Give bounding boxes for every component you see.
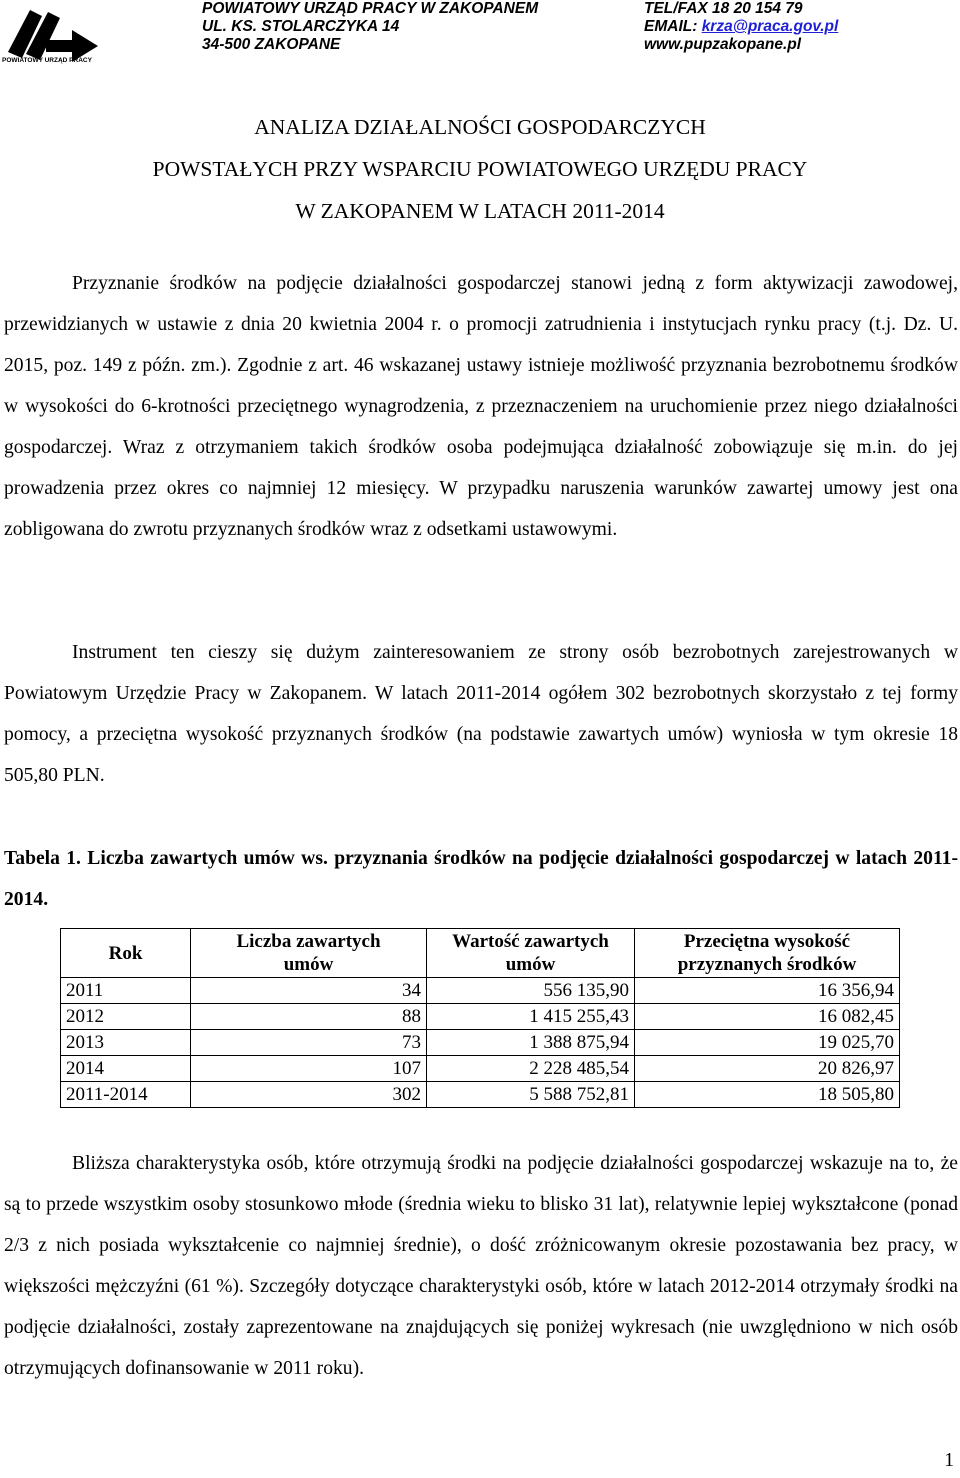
email-label: EMAIL: (644, 18, 702, 35)
cell-average: 16 082,45 (635, 1004, 900, 1030)
cell-average: 19 025,70 (635, 1030, 900, 1056)
cell-count: 107 (191, 1056, 427, 1082)
header-average: Przeciętna wysokość przyznanych środków (635, 929, 900, 978)
office-city: 34-500 ZAKOPANE (202, 36, 341, 53)
email-link[interactable]: krza@praca.gov.pl (701, 18, 839, 35)
table-row (61, 1004, 900, 1030)
paragraph-interest: Instrument ten cieszy się dużym zainteresowaniem ze strony osób bezrobotnych zarejestrowanych w Powiatowym Urzędzie Pracy w Zakopanem. W latach 2011-2014 ogółem 302 bezrobotnych skorzystało z tej formy pomocy, a przeciętna wysokość przyznanych środków (na podstawie zawartych umów) wyniosła w tym okresie 18 505,80 PLN. (4, 642, 958, 786)
contracts-table (60, 928, 900, 1108)
paragraph-characteristics: Bliższa charakterystyka osób, które otrzymują środki na podjęcie działalności gospodarczej wskazuje na to, że są to przede wszystkim osoby stosunkowo młode (średnia wieku to blisko 31 lat), relatywnie lepiej wykształcone (ponad 2/3 z nich posiada wykształcenie co najmniej średnie), o dość zróżnicowanym okresie pozostawania bez pracy, w większości mężczyźni (61 %). Szczegóły dotyczące charakterystyki osób, które w latach 2012-2014 otrzymały środki na podjęcie działalności, zostały zaprezentowane na znajdujących się poniżej wykresach (nie uwzględniono w nich osób otrzymujących dofinansowanie w 2011 roku). (4, 1153, 958, 1379)
cell-value: 5 588 752,81 (427, 1082, 635, 1108)
table-row (61, 978, 900, 1004)
office-email-line (644, 18, 838, 36)
cell-value: 2 228 485,54 (427, 1056, 635, 1082)
cell-value: 556 135,90 (427, 978, 635, 1004)
office-phone: TEL/FAX 18 20 154 79 (644, 0, 803, 17)
title-line-3: W ZAKOPANEM W LATACH 2011-2014 (295, 199, 665, 223)
paragraph-intro: Przyznanie środków na podjęcie działalności gospodarczej stanowi jedną z form aktywizacji zawodowej, przewidzianych w ustawie z dnia 20 kwietnia 2004 r. o promocji zatrudnienia i instytucjach rynku pracy (t.j. Dz. U. 2015, poz. 149 z późn. zm.). Zgodnie z art. 46 wskazanej ustawy istnieje możliwość przyznania bezrobotnemu środków w wysokości do 6-krotności przeciętnego wynagrodzenia, z przeznaczeniem na uruchomienie przez niego działalności gospodarczej. Wraz z otrzymaniem takich środków osoba podejmująca działalność zobowiązuje się m.in. do jej prowadzenia przez okres co najmniej 12 miesięcy. W przypadku naruszenia warunków zawartej umowy jest ona zobligowana do zwrotu przyznanych środków wraz z odsetkami ustawowymi. (4, 273, 958, 540)
cell-year: 2014 (61, 1056, 191, 1082)
header-value: Wartość zawartych umów (427, 929, 635, 978)
cell-year: 2011 (61, 978, 191, 1004)
cell-year: 2011-2014 (61, 1082, 191, 1108)
office-street: UL. KS. STOLARCZYKA 14 (202, 18, 400, 35)
document-title (0, 106, 960, 232)
table-row (61, 1030, 900, 1056)
title-line-2: POWSTAŁYCH PRZY WSPARCIU POWIATOWEGO URZĘDU PRACY (152, 157, 808, 181)
table-header-row (61, 929, 900, 978)
cell-average: 18 505,80 (635, 1082, 900, 1108)
office-name: POWIATOWY URZĄD PRACY W ZAKOPANEM (202, 0, 539, 17)
office-address (202, 0, 538, 54)
header-year: Rok (61, 929, 191, 978)
cell-count: 34 (191, 978, 427, 1004)
table-row (61, 1056, 900, 1082)
cell-count: 73 (191, 1030, 427, 1056)
cell-count: 88 (191, 1004, 427, 1030)
header-count: Liczba zawartych umów (191, 929, 427, 978)
cell-year: 2013 (61, 1030, 191, 1056)
office-website[interactable]: www.pupzakopane.pl (644, 36, 802, 53)
cell-count: 302 (191, 1082, 427, 1108)
logo-caption: POWIATOWY URZĄD PRACY (2, 57, 92, 64)
cell-year: 2012 (61, 1004, 191, 1030)
cell-value: 1 388 875,94 (427, 1030, 635, 1056)
office-contact (644, 0, 838, 54)
cell-value: 1 415 255,43 (427, 1004, 635, 1030)
table-caption: Tabela 1. Liczba zawartych umów ws. przyznania środków na podjęcie działalności gospodarczej w latach 2011-2014. (4, 848, 958, 910)
table-row-total (61, 1082, 900, 1108)
title-line-1: ANALIZA DZIAŁALNOŚCI GOSPODARCZYCH (254, 115, 706, 139)
cell-average: 16 356,94 (635, 978, 900, 1004)
cell-average: 20 826,97 (635, 1056, 900, 1082)
letterhead (0, 0, 960, 70)
page-number: 1 (944, 1450, 954, 1471)
